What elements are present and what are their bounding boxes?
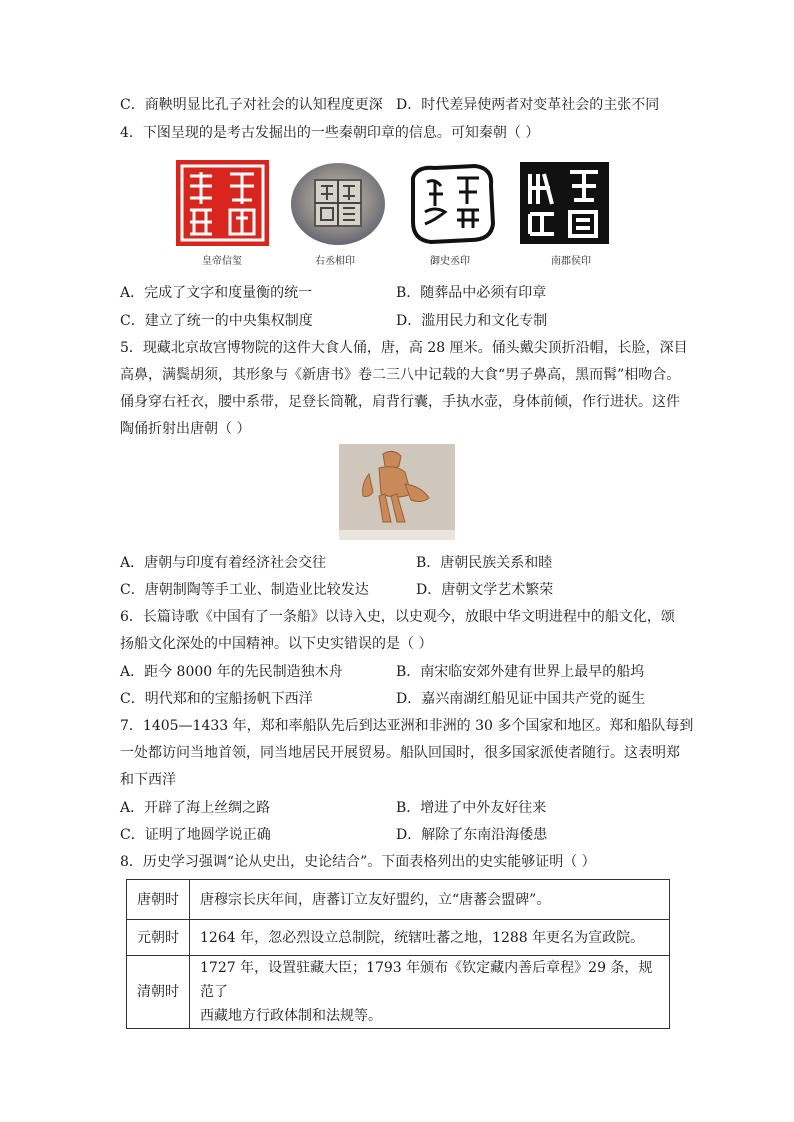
q3-option-d: D．时代差异使两者对变革社会的主张不同 [396,97,660,113]
fact-text-continued: 西藏地方行政体制和法规等。 [200,1008,382,1024]
q4-option-b: B．随葬品中必须有印章 [396,285,547,301]
q4-option-c: C．建立了统一的中央集权制度 [120,313,313,329]
q5-option-a: A．唐朝与印度有着经济社会交往 [120,555,327,571]
era-cell: 清朝时 [127,956,190,1029]
q5-option-d: D．唐朝文学艺术繁荣 [416,582,554,598]
era-cell: 唐朝时 [127,880,190,920]
history-table [126,879,670,1029]
q7-stem-line-3: 和下西洋 [120,772,176,788]
q6-stem-line-1: 6．长篇诗歌《中国有了一条船》以诗入史，以史观今，放眼中华文明进程中的船文化，颂 [120,609,675,625]
era-cell: 元朝时 [127,920,190,956]
fact-text: 1727 年，设置驻藏大臣；1793 年颁布《钦定藏内善后章程》29 条，规范了 [200,960,653,1000]
q6-option-a: A．距今 8000 年的先民制造独木舟 [120,664,343,680]
seal-caption-1: 皇帝信玺 [202,256,242,267]
fact-text: 唐穆宗长庆年间，唐蕃订立友好盟约，立“唐蕃会盟碑”。 [200,891,551,908]
fact-text: 1264 年，忽必烈设立总制院，统辖吐蕃之地，1288 年更名为宣政院。 [200,929,645,946]
q7-option-b: B．增进了中外友好往来 [396,800,547,816]
q8-stem: 8．历史学习强调“论从史出，史论结合”。下面表格列出的史实能够证明（ ） [120,854,596,870]
table-row [127,956,670,1029]
q7-stem-line-2: 一处都访问当地首领，同当地居民开展贸易。船队回国时，很多国家派使者随行。这表明郑 [120,745,680,761]
q3-option-c: C．商鞅明显比孔子对社会的认知程度更深 [120,97,383,113]
q5-option-c: C．唐朝制陶等手工业、制造业比较发达 [120,582,369,598]
fact-cell [190,880,670,920]
fact-cell [190,920,670,956]
censor-seal-image [405,160,498,246]
q6-option-b: B．南宋临安郊外建有世界上最早的船坞 [396,664,645,680]
q5-stem-line-4: 陶俑折射出唐朝（ ） [120,421,251,437]
table-row [127,880,670,920]
q5-stem-line-3: 俑身穿右衽衣，腰中系带，足登长筒靴，肩背行囊，手执水壶，身体前倾，作行进状。这件 [120,394,680,410]
q5-option-b: B．唐朝民族关系和睦 [416,555,553,571]
q5-stem-line-1: 5．现藏北京故宫博物院的这件大食人俑，唐，高 28 厘米。俑头戴尖顶折沿帽，长脸，深目 [120,340,688,356]
fact-cell [190,956,670,1029]
table-row [127,920,670,956]
q7-option-a: A．开辟了海上丝绸之路 [120,800,271,816]
q6-stem-line-2: 扬船文化深处的中国精神。以下史实错误的是（ ） [120,636,433,652]
seal-caption-4: 南郡侯印 [551,256,591,267]
q6-option-c: C．明代郑和的宝船扬帆下西洋 [120,691,313,707]
q7-option-d: D．解除了东南沿海倭患 [396,827,548,843]
q4-option-a: A．完成了文字和度量衡的统一 [120,285,313,301]
q7-stem-line-1: 7．1405—1433 年，郑和率船队先后到达亚洲和非洲的 30 多个国家和地区。郑和船队每到 [120,718,694,734]
q5-stem-line-2: 高鼻，满鬓胡须，其形象与《新唐书》卷二三八中记载的大食“男子鼻高，黑而髯”相吻合。 [120,367,681,383]
right-chancellor-seal-image [289,160,387,246]
q6-option-d: D．嘉兴南湖红船见证中国共产党的诞生 [396,691,646,707]
q7-option-c: C．证明了地圆学说正确 [120,827,271,843]
q4-stem: 4．下图呈现的是考古发掘出的一些秦朝印章的信息。可知秦朝（ ） [120,125,540,141]
emperor-seal-image [176,160,269,246]
seal-caption-3: 御史丞印 [430,256,470,267]
nanjun-marquis-seal-image [518,160,611,246]
tang-figurine-photo [339,444,455,540]
seal-caption-2: 右丞相印 [315,256,355,267]
q4-option-d: D．滥用民力和文化专制 [396,313,548,329]
